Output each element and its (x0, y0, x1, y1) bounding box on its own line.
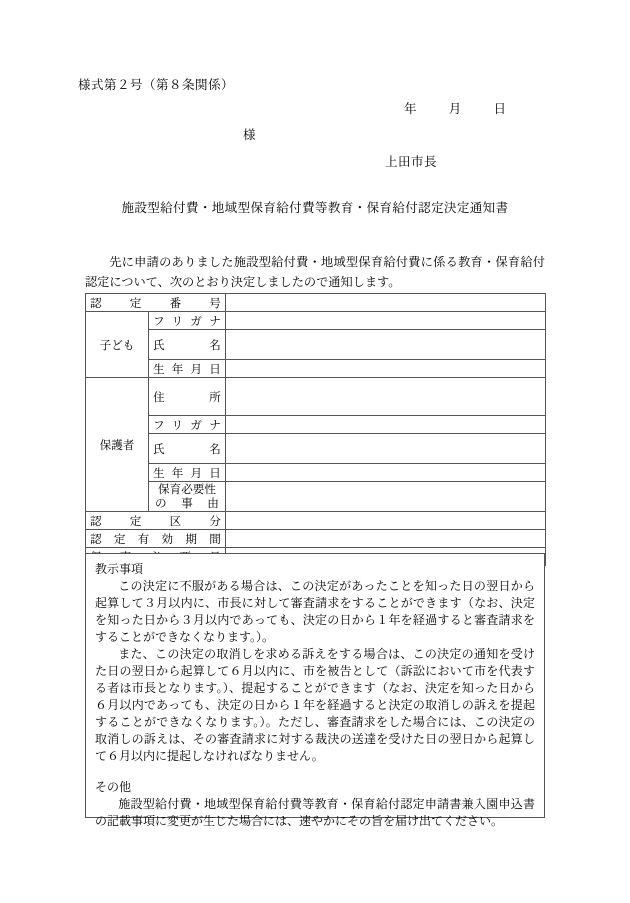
other-paragraph (95, 796, 535, 830)
day-label: 日 (493, 102, 507, 116)
instruction-text-1: この決定に不服がある場合は、この決定があったことを知った日の翌日から起算して３月以内に、市長に対して審査請求をすることができます（なお、決定を知った日から３月以内であっても、決定の日から１年を経過すると審査請求をすることができなくなります。）。 (95, 579, 535, 644)
instruction-heading: 教示事項 (95, 562, 144, 576)
value-child-birthdate[interactable] (226, 360, 546, 378)
label-certification-number: 認定番号 (86, 294, 226, 312)
notice-spacer (95, 765, 535, 779)
table-row-certification-category (86, 512, 546, 530)
label-child-birthdate: 生年月日 (149, 360, 226, 378)
table-row-guardian-furigana (86, 416, 546, 434)
instruction-text-2: また、この決定の取消しを求める訴えをする場合は、この決定の通知を受けた日の翌日から起算して６月以内に、市を被告として（訴訟において市を代表する者は市長となります。）、提起することができます（なお、決定を知った日から６月以内であっても、決定の日から１年を経過すると決定の取消しの訴えを提起することができなくなります。）。ただし、審査請求をした場合には、この決定の取消しの訴えは、その審査請求に対する裁決の送達を受けた日の翌日から起算して６月以内に提起しなければなりません。 (95, 647, 535, 763)
value-validity-period[interactable] (226, 530, 546, 548)
form-number: 様式第２号（第８条関係） (78, 78, 235, 92)
table-row-guardian-birthdate (86, 464, 546, 482)
table-row-child-furigana (86, 312, 546, 330)
value-childcare-need-reason[interactable] (226, 482, 546, 512)
label-certification-category: 認定区分 (86, 512, 226, 530)
label-child-name: 氏名 (149, 330, 226, 360)
year-label: 年 (404, 102, 417, 116)
month-label: 月 (448, 102, 462, 116)
table-row-guardian-address (86, 378, 546, 416)
issuer-name: 上田市長 (385, 155, 438, 169)
value-child-name[interactable] (226, 330, 546, 360)
label-guardian-address: 住所 (149, 378, 226, 416)
value-guardian-furigana[interactable] (226, 416, 546, 434)
label-guardian-furigana: フリガナ (149, 416, 226, 434)
instruction-paragraph-1 (95, 578, 535, 646)
label-childcare-need-reason-line2: の事由 (155, 496, 219, 510)
document-title: 施設型給付費・地域型保育給付費等教育・保育給付認定決定通知書 (121, 201, 509, 215)
value-guardian-name[interactable] (226, 434, 546, 464)
intro-text: 先に申請のありました施設型給付費・地域型保育給付費に係る教育・保育給付認定について、次のとおり決定しましたので通知します。 (85, 255, 545, 289)
group-label-child: 子ども (86, 312, 149, 378)
table-row-guardian-name (86, 434, 546, 464)
value-guardian-birthdate[interactable] (226, 464, 546, 482)
other-heading: その他 (95, 780, 132, 794)
certification-table (85, 293, 546, 566)
label-childcare-need-reason (149, 482, 226, 512)
label-guardian-name: 氏名 (149, 434, 226, 464)
instruction-paragraph-2 (95, 646, 535, 765)
date-line (404, 99, 506, 117)
table-row-validity-period (86, 530, 546, 548)
notice-box (85, 553, 545, 828)
other-text: 施設型給付費・地域型保育給付費等教育・保育給付認定申請書兼入園申込書の記載事項に変更が生じた場合には、速やかにその旨を届け出てください。 (95, 797, 535, 828)
value-guardian-address[interactable] (226, 378, 546, 416)
label-validity-period: 認定有効期間 (86, 530, 226, 548)
table-row-child-birthdate (86, 360, 546, 378)
intro-paragraph (85, 252, 545, 292)
value-child-furigana[interactable] (226, 312, 546, 330)
addressee-honorific: 様 (243, 128, 256, 142)
group-label-guardian: 保護者 (86, 378, 149, 512)
table-row-certification-number (86, 294, 546, 312)
table-row-child-name (86, 330, 546, 360)
label-guardian-birthdate: 生年月日 (149, 464, 226, 482)
table-row-childcare-need-reason (86, 482, 546, 512)
value-certification-number[interactable] (226, 294, 546, 312)
value-certification-category[interactable] (226, 512, 546, 530)
label-childcare-need-reason-line1: 保育必要性 (158, 482, 216, 496)
label-child-furigana: フリガナ (149, 312, 226, 330)
